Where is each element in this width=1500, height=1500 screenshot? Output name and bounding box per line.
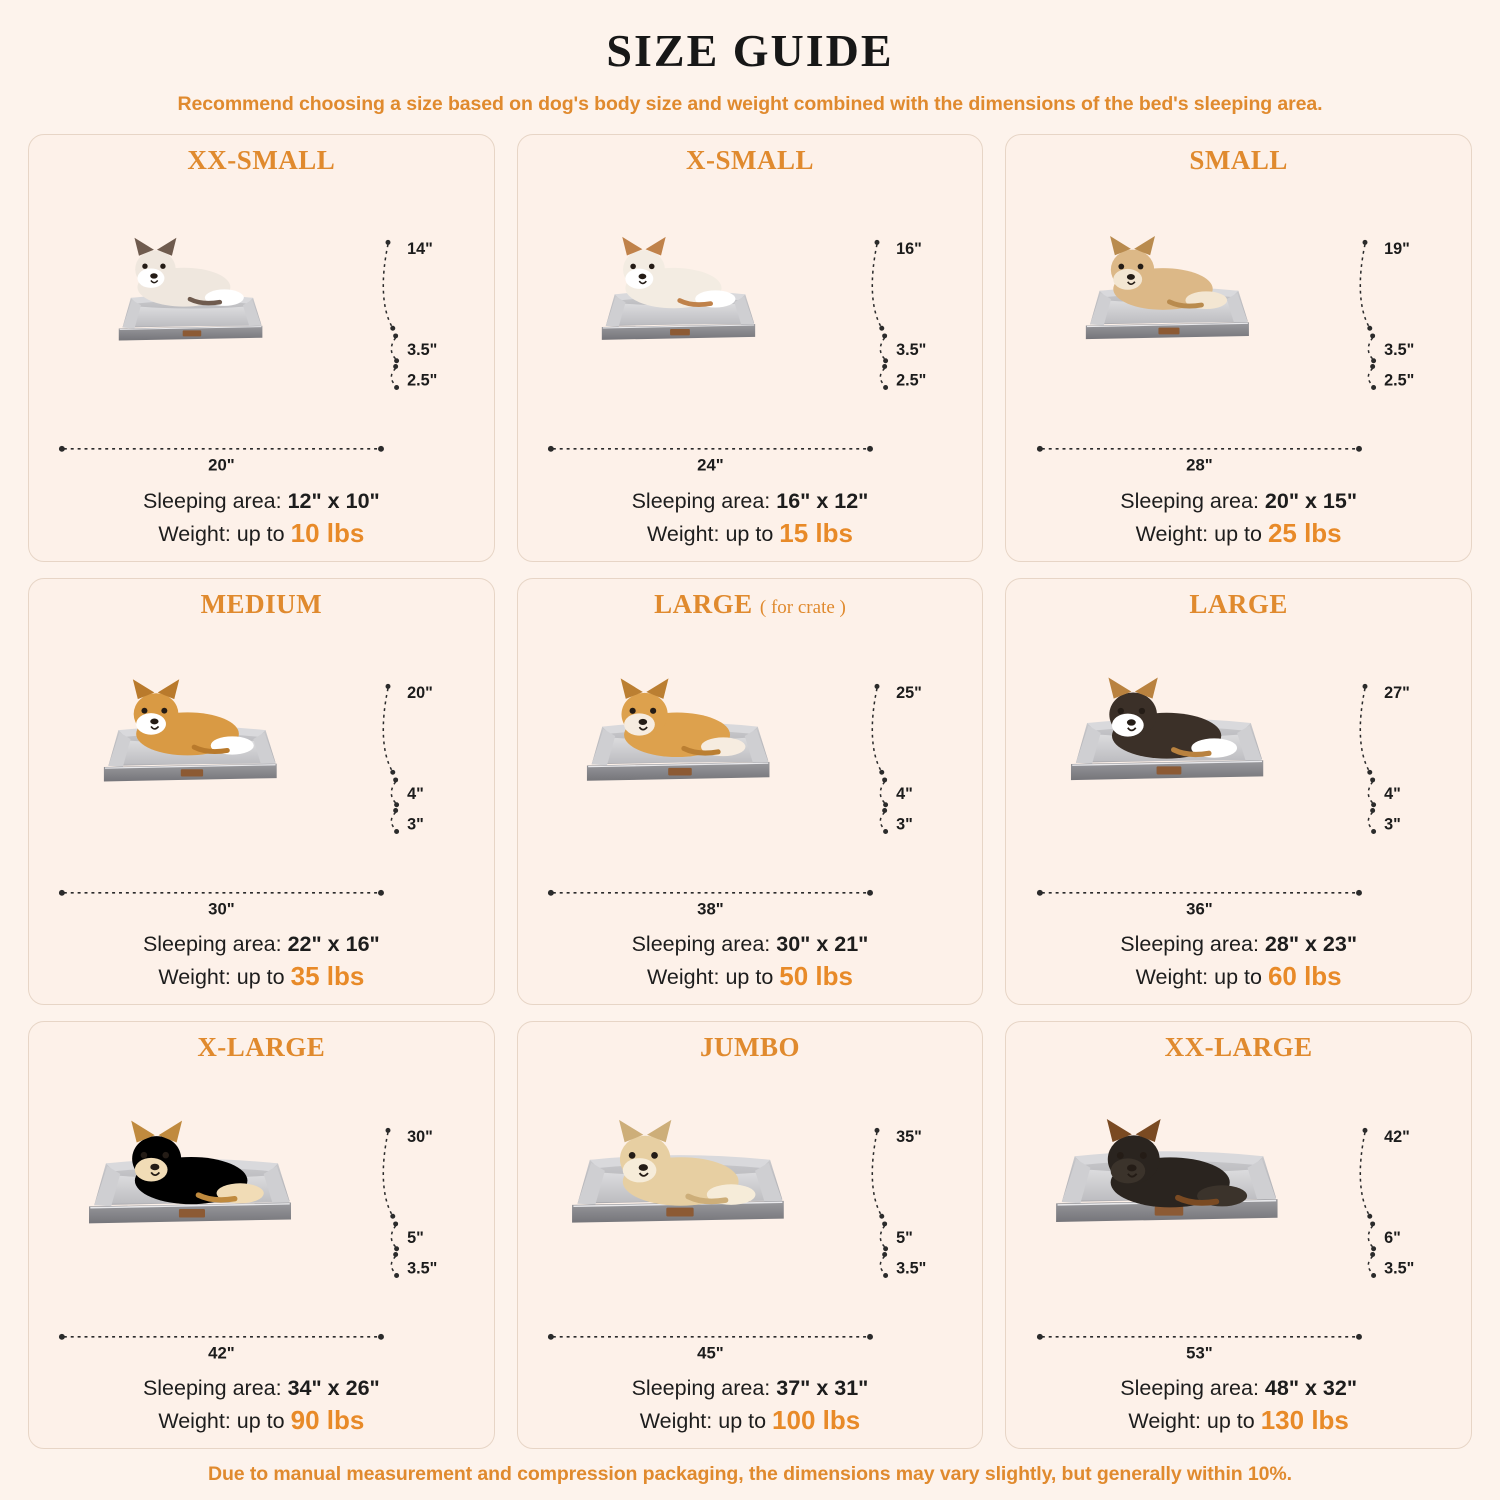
pet-graphic-border-collie bbox=[1082, 641, 1258, 800]
sleeping-area-label: Sleeping area: bbox=[142, 932, 282, 957]
pet-graphic-shiba-inu bbox=[595, 643, 766, 798]
size-card-title bbox=[197, 1032, 325, 1063]
size-specs bbox=[1018, 930, 1459, 994]
sleeping-area-line bbox=[1018, 487, 1459, 516]
size-card-x-large-6 bbox=[28, 1021, 495, 1449]
sleeping-area-line bbox=[41, 487, 482, 516]
weight-value: 60 lbs bbox=[1267, 961, 1342, 992]
svg-text:25": 25" bbox=[895, 683, 922, 702]
sleeping-area-value: 37" x 31" bbox=[776, 1375, 869, 1400]
height-dimensions bbox=[1344, 1078, 1459, 1335]
sleeping-area-value: 12" x 10" bbox=[287, 488, 380, 513]
sleeping-area-value: 48" x 32" bbox=[1264, 1375, 1358, 1400]
pet-graphic-french-bulldog bbox=[1086, 203, 1246, 348]
size-specs bbox=[530, 930, 971, 994]
svg-text:14": 14" bbox=[407, 240, 433, 259]
size-name: XX-LARGE bbox=[1164, 1032, 1313, 1063]
weight-label: Weight: bbox=[1135, 965, 1209, 990]
bed-illustration-labrador bbox=[530, 1065, 971, 1372]
weight-line bbox=[41, 516, 482, 551]
height-dimensions bbox=[856, 634, 971, 892]
sleeping-area-line bbox=[1018, 1374, 1459, 1403]
svg-text:3": 3" bbox=[895, 815, 913, 834]
svg-text:45": 45" bbox=[697, 1343, 724, 1363]
size-name: LARGE bbox=[1189, 588, 1288, 619]
sleeping-area-label: Sleeping area: bbox=[1120, 932, 1259, 957]
sleeping-area-value: 30" x 21" bbox=[776, 932, 869, 957]
weight-label: Weight: bbox=[1135, 521, 1209, 546]
bed-illustration-shiba-inu bbox=[530, 622, 971, 929]
size-card-title bbox=[1165, 1032, 1313, 1063]
width-dimension bbox=[54, 867, 389, 934]
svg-text:4": 4" bbox=[895, 784, 913, 803]
size-specs bbox=[1018, 487, 1459, 551]
weight-line bbox=[530, 959, 971, 994]
size-specs bbox=[41, 487, 482, 551]
bed-illustration-cat bbox=[41, 178, 482, 485]
svg-text:4": 4" bbox=[407, 784, 424, 803]
pet-graphic-golden-retriever bbox=[104, 1083, 286, 1247]
weight-prefix: up to bbox=[1206, 1408, 1255, 1433]
size-specs bbox=[41, 930, 482, 994]
svg-text:30": 30" bbox=[407, 1127, 433, 1146]
svg-text:36": 36" bbox=[1185, 899, 1213, 919]
sleeping-area-label: Sleeping area: bbox=[142, 1375, 282, 1400]
size-card-xx-large-8 bbox=[1005, 1021, 1472, 1449]
sleeping-area-label: Sleeping area: bbox=[631, 1375, 771, 1400]
svg-text:30": 30" bbox=[208, 899, 235, 919]
size-specs bbox=[530, 487, 971, 551]
page-subtitle: Recommend choosing a size based on dog's body size and weight combined with the dimensions of the bed's sleeping area. bbox=[177, 93, 1323, 115]
height-dimensions bbox=[856, 1078, 971, 1335]
pet-graphic-cat bbox=[112, 207, 262, 342]
size-specs bbox=[41, 1374, 482, 1438]
height-dimensions bbox=[367, 190, 482, 447]
width-dimension bbox=[543, 1311, 878, 1378]
weight-label: Weight: bbox=[158, 1408, 231, 1433]
svg-text:35": 35" bbox=[895, 1127, 922, 1146]
svg-text:19": 19" bbox=[1384, 240, 1411, 259]
svg-text:20": 20" bbox=[407, 683, 433, 702]
size-specs bbox=[530, 1374, 971, 1438]
sleeping-area-value: 22" x 16" bbox=[287, 932, 380, 957]
height-dimensions bbox=[1344, 190, 1459, 447]
weight-line bbox=[1018, 1403, 1459, 1438]
svg-text:24": 24" bbox=[697, 455, 724, 475]
size-card-title bbox=[187, 145, 335, 176]
size-name: JUMBO bbox=[699, 1032, 800, 1063]
svg-text:3.5": 3.5" bbox=[1384, 1259, 1415, 1278]
svg-text:38": 38" bbox=[697, 899, 724, 919]
svg-text:28": 28" bbox=[1185, 455, 1213, 475]
height-dimensions bbox=[367, 1078, 482, 1335]
svg-text:2.5": 2.5" bbox=[407, 371, 438, 390]
sleeping-area-line bbox=[41, 930, 482, 959]
weight-label: Weight: bbox=[158, 965, 231, 990]
width-dimension bbox=[1032, 867, 1367, 934]
weight-value: 10 lbs bbox=[290, 517, 365, 548]
size-card-small-2 bbox=[1005, 134, 1472, 562]
weight-line bbox=[41, 1403, 482, 1438]
pet-graphic-rottweiler bbox=[1078, 1079, 1270, 1253]
svg-text:42": 42" bbox=[208, 1343, 235, 1363]
width-dimension bbox=[54, 423, 389, 490]
weight-value: 25 lbs bbox=[1267, 517, 1342, 548]
sleeping-area-line bbox=[41, 1374, 482, 1403]
size-specs bbox=[1018, 1374, 1459, 1438]
weight-line bbox=[41, 959, 482, 994]
weight-label: Weight: bbox=[646, 965, 720, 990]
weight-value: 35 lbs bbox=[290, 961, 365, 992]
bed-illustration-corgi bbox=[41, 622, 482, 929]
svg-text:3": 3" bbox=[407, 815, 424, 834]
page-title: SIZE GUIDE bbox=[606, 25, 894, 76]
svg-text:3.5": 3.5" bbox=[895, 1259, 927, 1278]
size-card-title bbox=[700, 1032, 800, 1063]
size-name: X-LARGE bbox=[197, 1032, 326, 1063]
sleeping-area-label: Sleeping area: bbox=[1120, 488, 1259, 513]
size-name: X-SMALL bbox=[685, 145, 814, 175]
weight-prefix: up to bbox=[725, 521, 774, 546]
sleeping-area-value: 28" x 23" bbox=[1264, 932, 1358, 957]
size-name: LARGE bbox=[654, 588, 753, 619]
svg-text:6": 6" bbox=[1384, 1228, 1402, 1247]
size-card-x-small-1 bbox=[517, 134, 984, 562]
size-card-grid bbox=[28, 134, 1472, 1449]
size-card-medium-3 bbox=[28, 578, 495, 1006]
sleeping-area-label: Sleeping area: bbox=[142, 488, 282, 513]
bed-illustration-border-collie bbox=[1018, 622, 1459, 929]
weight-line bbox=[1018, 516, 1459, 551]
bed-illustration-french-bulldog bbox=[1018, 178, 1459, 485]
weight-prefix: up to bbox=[236, 965, 285, 990]
size-name: XX-SMALL bbox=[187, 145, 336, 175]
svg-text:5": 5" bbox=[895, 1228, 913, 1247]
weight-line bbox=[530, 1403, 971, 1438]
sleeping-area-label: Sleeping area: bbox=[631, 488, 771, 513]
weight-line bbox=[530, 516, 971, 551]
weight-prefix: up to bbox=[236, 1408, 285, 1433]
sleeping-area-label: Sleeping area: bbox=[631, 932, 771, 957]
height-dimensions bbox=[367, 634, 482, 892]
size-name: SMALL bbox=[1189, 145, 1288, 175]
size-card-title bbox=[686, 145, 814, 176]
svg-text:2.5": 2.5" bbox=[1384, 371, 1415, 390]
weight-line bbox=[1018, 959, 1459, 994]
weight-label: Weight: bbox=[639, 1408, 713, 1433]
pet-graphic-labrador bbox=[591, 1081, 778, 1250]
sleeping-area-label: Sleeping area: bbox=[1120, 1375, 1259, 1400]
svg-text:4": 4" bbox=[1384, 784, 1402, 803]
svg-text:42": 42" bbox=[1384, 1127, 1411, 1146]
bed-illustration-golden-retriever bbox=[41, 1065, 482, 1372]
weight-value: 15 lbs bbox=[779, 517, 853, 548]
weight-prefix: up to bbox=[1214, 965, 1262, 990]
pet-graphic-shih-tzu bbox=[599, 205, 754, 345]
svg-text:3": 3" bbox=[1384, 815, 1402, 834]
weight-prefix: up to bbox=[725, 965, 774, 990]
svg-text:16": 16" bbox=[895, 240, 922, 259]
size-card-title bbox=[201, 589, 322, 620]
svg-text:3.5": 3.5" bbox=[407, 341, 438, 360]
width-dimension bbox=[543, 867, 878, 934]
height-dimensions bbox=[856, 190, 971, 447]
size-card-large-5 bbox=[1005, 578, 1472, 1006]
weight-value: 100 lbs bbox=[772, 1404, 861, 1435]
sleeping-area-value: 20" x 15" bbox=[1264, 488, 1358, 513]
sleeping-area-line bbox=[530, 930, 971, 959]
weight-label: Weight: bbox=[1128, 1408, 1201, 1433]
weight-value: 50 lbs bbox=[779, 961, 853, 992]
weight-label: Weight: bbox=[158, 521, 231, 546]
svg-text:3.5": 3.5" bbox=[1384, 341, 1415, 360]
sleeping-area-line bbox=[1018, 930, 1459, 959]
size-card-title bbox=[1189, 589, 1288, 620]
bed-illustration-shih-tzu bbox=[530, 178, 971, 485]
size-note: ( for crate ) bbox=[759, 596, 846, 618]
height-dimensions bbox=[1344, 634, 1459, 892]
size-card-large-4 bbox=[517, 578, 984, 1006]
weight-label: Weight: bbox=[646, 521, 720, 546]
width-dimension bbox=[1032, 423, 1367, 490]
svg-text:3.5": 3.5" bbox=[407, 1259, 438, 1278]
pet-graphic-corgi bbox=[108, 645, 274, 795]
width-dimension bbox=[54, 1311, 389, 1378]
size-card-jumbo-7 bbox=[517, 1021, 984, 1449]
width-dimension bbox=[1032, 1311, 1367, 1378]
footer-note: Due to manual measurement and compression packaging, the dimensions may vary slightly, but generally within 10%. bbox=[208, 1463, 1292, 1485]
svg-text:53": 53" bbox=[1185, 1343, 1213, 1363]
weight-prefix: up to bbox=[236, 521, 285, 546]
svg-text:5": 5" bbox=[407, 1228, 424, 1247]
svg-text:3.5": 3.5" bbox=[895, 341, 927, 360]
weight-value: 130 lbs bbox=[1260, 1404, 1349, 1435]
width-dimension bbox=[543, 423, 878, 490]
size-card-title bbox=[654, 589, 846, 620]
weight-prefix: up to bbox=[718, 1408, 767, 1433]
size-name: MEDIUM bbox=[200, 588, 323, 619]
svg-text:20": 20" bbox=[208, 455, 235, 475]
svg-text:27": 27" bbox=[1384, 683, 1411, 702]
size-card-xx-small-0 bbox=[28, 134, 495, 562]
weight-prefix: up to bbox=[1214, 521, 1262, 546]
sleeping-area-line bbox=[530, 1374, 971, 1403]
svg-text:2.5": 2.5" bbox=[895, 371, 927, 390]
bed-illustration-rottweiler bbox=[1018, 1065, 1459, 1372]
size-card-title bbox=[1189, 145, 1288, 176]
sleeping-area-value: 34" x 26" bbox=[287, 1375, 380, 1400]
weight-value: 90 lbs bbox=[290, 1404, 365, 1435]
sleeping-area-line bbox=[530, 487, 971, 516]
sleeping-area-value: 16" x 12" bbox=[776, 488, 869, 513]
